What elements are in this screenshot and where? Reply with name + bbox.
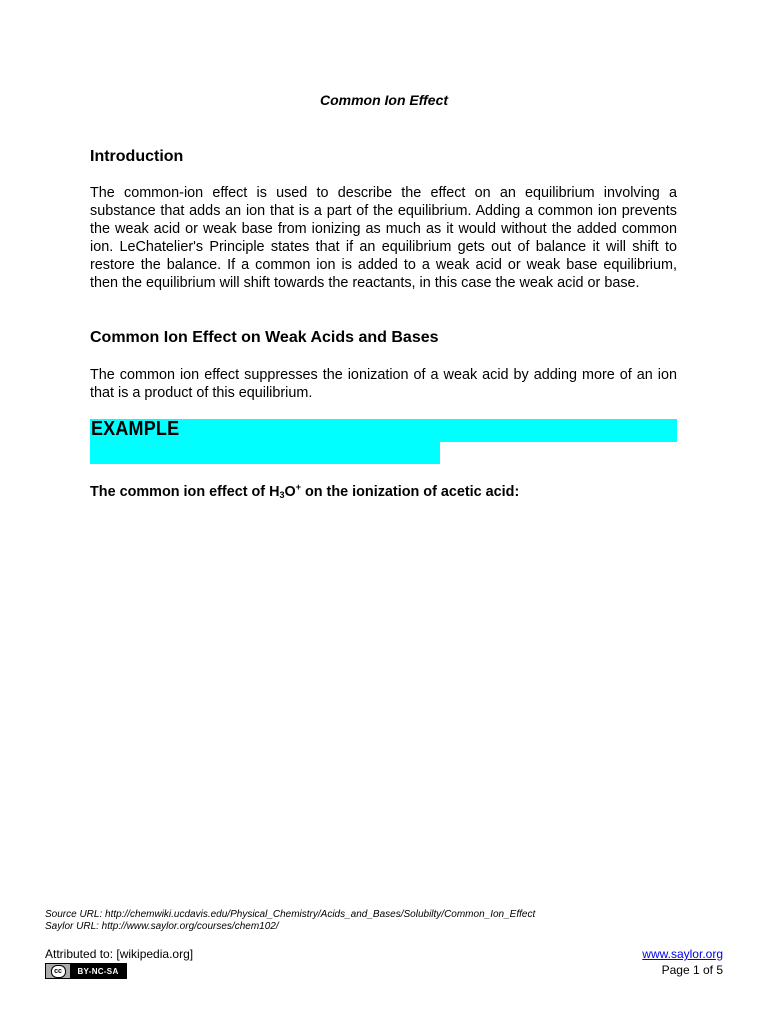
document-title: Common Ion Effect (319, 92, 449, 108)
cc-logo-area (46, 964, 70, 978)
introduction-heading: Introduction (90, 148, 184, 165)
example-subtitle-subscript: 3 (279, 490, 285, 500)
section-heading: Common Ion Effect on Weak Acids and Bases (90, 329, 439, 346)
introduction-paragraph: The common-ion effect is used to describe the effect on an equilibrium involving a substance that adds an ion that is a part of the equilibrium. Adding a common ion prevents the weak acid or weak base from ionizing as much as it would without the added common ion. LeChatelier's Principle states that if an equilibrium gets out of balance it will shift to restore the balance. If a common ion is added to a weak acid or weak base equilibrium, then the equilibrium will shift towards the reactants, in this case the weak acid or base. (90, 185, 677, 291)
example-subtitle-mid: O (284, 484, 296, 500)
saylor-link[interactable]: www.saylor.org (642, 947, 723, 961)
attribution-text: Attributed to: [wikipedia.org] (45, 947, 194, 961)
source-url: Source URL: http://chemwiki.ucdavis.edu/Physical_Chemistry/Acids_and_Bases/Solubilty/Common_Ion_Effect (45, 909, 536, 920)
license-label: BY-NC-SA (70, 964, 126, 978)
example-subtitle-suffix: on the ionization of acetic acid: (300, 484, 520, 500)
saylor-url: Saylor URL: http://www.saylor.org/courses/chem102/ (45, 921, 279, 932)
page-number: Page 1 of 5 (661, 963, 723, 977)
example-subtitle-superscript: + (295, 482, 301, 492)
example-subtitle-prefix: The common ion effect of H (90, 484, 280, 500)
cc-license-badge[interactable] (45, 963, 127, 979)
example-subtitle (90, 482, 519, 500)
section-paragraph: The common ion effect suppresses the ionization of a weak acid by adding more of an ion that is a product of this equilibrium. (90, 367, 677, 401)
cc-icon: cc (51, 965, 66, 978)
example-highlight-bar-lower (90, 442, 440, 464)
example-label: EXAMPLE (91, 418, 180, 440)
